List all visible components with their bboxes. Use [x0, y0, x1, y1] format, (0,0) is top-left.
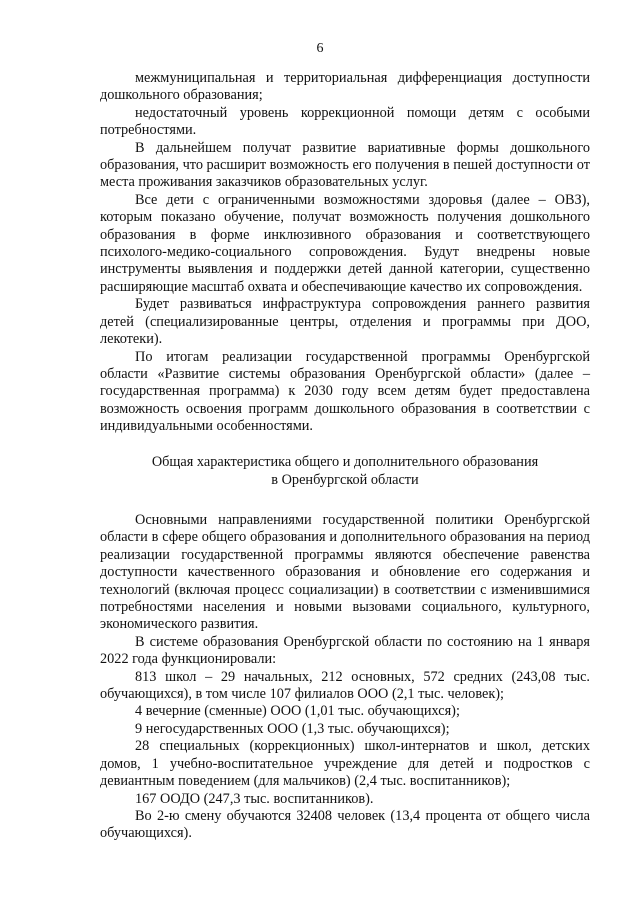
bottom-text-section	[100, 512, 590, 843]
paragraph: 4 вечерние (сменные) ООО (1,01 тыс. обучающихся);	[135, 703, 460, 720]
paragraph: недостаточный уровень коррекционной помощи детям с особыми потребностями.	[100, 104, 590, 139]
paragraph: межмуниципальная и территориальная дифференциация доступности дошкольного образования;	[100, 70, 590, 104]
paragraph: По итогам реализации государственной программы Оренбургской области «Развитие системы образования Оренбургской области» (далее – государственная программа) к 2030 году всем детям будет предоставлена возможность освоения программ дошкольного образования в соответствии с индивидуальными особенностями.	[100, 348, 590, 435]
paragraph: 813 школ – 29 начальных, 212 основных, 572 средних (243,08 тыс. обучающихся), в том числе 107 филиалов ООО (2,1 тыс. человек);	[100, 668, 590, 703]
paragraph: Основными направлениями государственной политики Оренбургской области в сфере общего образования и дополнительного образования на период реализации государственной программы являются обеспечение равенства доступности качественного образования и обновление его содержания и технологий (включая процесс социализации) в соответствии с изменившимися потребностями населения и новыми вызовами социального, культурного, экономического развития.	[100, 512, 590, 633]
top-text-section	[100, 70, 590, 436]
paragraph: Будет развиваться инфраструктура сопровождения раннего развития детей (специализированные центры, отделения и программы при ДОО, лекотеки).	[100, 296, 590, 348]
paragraph: Все дети с ограниченными возможностями здоровья (далее – ОВЗ), которым показано обучение, получат возможность получения дошкольного образования в форме инклюзивного образования и соответствующего психолого-медико-социального сопровождения. Будут внедрены новые инструменты выявления и поддержки детей данной категории, существенно расширяющие масштаб охвата и обеспечивающие качество их сопровождения.	[100, 191, 590, 295]
paragraph: В системе образования Оренбургской области по состоянию на 1 января 2022 года функционировали:	[100, 633, 590, 668]
section-heading	[100, 453, 590, 489]
paragraph: 9 негосударственных ООО (1,3 тыс. обучающихся);	[135, 720, 450, 737]
section-heading-line-2: в Оренбургской области	[271, 472, 419, 488]
paragraph: В дальнейшем получат развитие вариативные формы дошкольного образования, что расширит возможность его получения в пешей доступности от места проживания заказчиков образовательных услуг.	[100, 139, 590, 191]
paragraph: Во 2-ю смену обучаются 32408 человек (13,4 процента от общего числа обучающихся).	[100, 807, 590, 842]
page-number: 6	[316, 41, 324, 56]
paragraph: 167 ООДО (247,3 тыс. воспитанников).	[135, 790, 374, 807]
section-heading-line-1: Общая характеристика общего и дополнительного образования	[151, 454, 539, 470]
paragraph: 28 специальных (коррекционных) школ-интернатов и школ, детских домов, 1 учебно-воспитательное учреждение для детей и подростков с девиантным поведением (для мальчиков) (2,4 тыс. воспитанников);	[100, 738, 590, 790]
